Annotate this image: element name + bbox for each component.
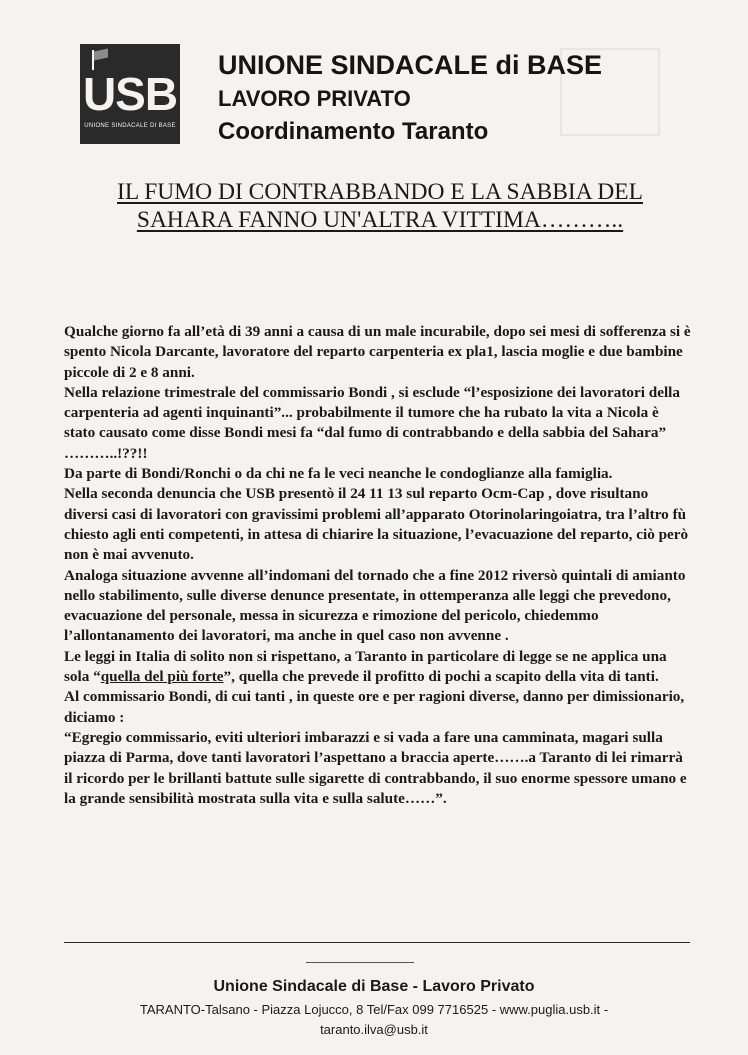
paragraph: “Egregio commissario, eviti ulteriori imbarazzi e si vada a fare una camminata, magari sulla piazza di Parma, dove tanti lavoratori l’aspettano a braccia aperte…….a Taranto di lei rimarrà il ricordo per le brillanti battute sulle sigarette di contrabbando, il suo enorme spessore umano e la grande sensibilità mostrata sulla vita e sulla salute……”. [64,728,687,807]
letterhead [218,48,602,148]
flag-icon [92,50,114,70]
paragraph: Nella relazione trimestrale del commissario Bondi , si esclude “l’esposizione dei lavoratori della carpenteria ad agenti inquinanti”... probabilmente il tumore che ha rubato la vita a Nicola è stato causato come disse Bondi mesi fa “dal fumo di contrabbando e della sabbia del Sahara” ………..!??!! [64,383,680,462]
paragraph: Da parte di Bondi/Ronchi o da chi ne fa le veci neanche le condoglianze alla famiglia. [64,465,613,483]
paragraph: Al commissario Bondi, di cui tanti , in queste ore e per ragioni diverse, danno per dimissionario, diciamo : [64,688,685,726]
paragraph: Qualche giorno fa all’età di 39 anni a causa di un male incurabile, dopo sei mesi di sofferenza si è spento Nicola Darcante, lavoratore del reparto carpenteria ex pla1, lascia moglie e due bambine piccole di 2 e 8 anni. [64,323,691,381]
title-line-1: IL FUMO DI CONTRABBANDO E LA SABBIA DEL [117,179,643,205]
logo-subtext: UNIONE SINDACALE DI BASE [84,123,176,129]
underlined-quote: quella del più forte [100,668,224,686]
footer-short-divider [306,962,414,963]
paragraph: Nella seconda denuncia che USB presentò il 24 11 13 sul reparto Ocm-Cap , dove risultano diversi casi di lavoratori con gravissimi problemi all’apparato Otorinolaringoiatra, tra l’altro fù chiesto agli enti competenti, in attesa di chiarire la situazione, l’evacuazione del reparto, ciò però non è mai avvenuto. [64,485,689,564]
paragraph [64,647,692,688]
logo-text: USB [82,68,178,120]
footer-org: Unione Sindacale di Base - Lavoro Privato [213,978,535,995]
footer-divider [64,942,690,943]
usb-logo [80,44,180,144]
document-body [64,322,692,809]
paragraph-text: Le leggi in Italia di solito non si rispettano, a Taranto in particolare di legge se ne applica una sola “ [64,647,667,686]
title-line-2: SAHARA FANNO UN'ALTRA VITTIMA……….. [136,207,624,233]
organization-name: UNIONE SINDACALE di BASE [218,50,603,80]
footer-address: TARANTO-Talsano - Piazza Lojucco, 8 Tel/Fax 099 7716525 - www.puglia.usb.it - [139,1002,609,1017]
organization-sector: LAVORO PRIVATO [218,86,411,111]
paragraph: Analoga situazione avvenne all’indomani del tornado che a fine 2012 riversò quintali di amianto nello stabilimento, sulle diverse denunce presentate, in ottemperanza alle leggi che prevedono, evacuazione del personale, messa in sicurezza e rimozione del pericolo, chiedemmo l’allontanamento dei lavoratori, ma anche in quel caso non avvenne . [64,566,686,645]
organization-branch: Coordinamento Taranto [218,118,489,145]
document-title [80,178,680,234]
footer-email: taranto.ilva@usb.it [320,1022,428,1037]
paragraph-text: ”, quella che prevede il profitto di pochi a scapito della vita di tanti. [223,668,659,686]
footer [40,976,708,1040]
